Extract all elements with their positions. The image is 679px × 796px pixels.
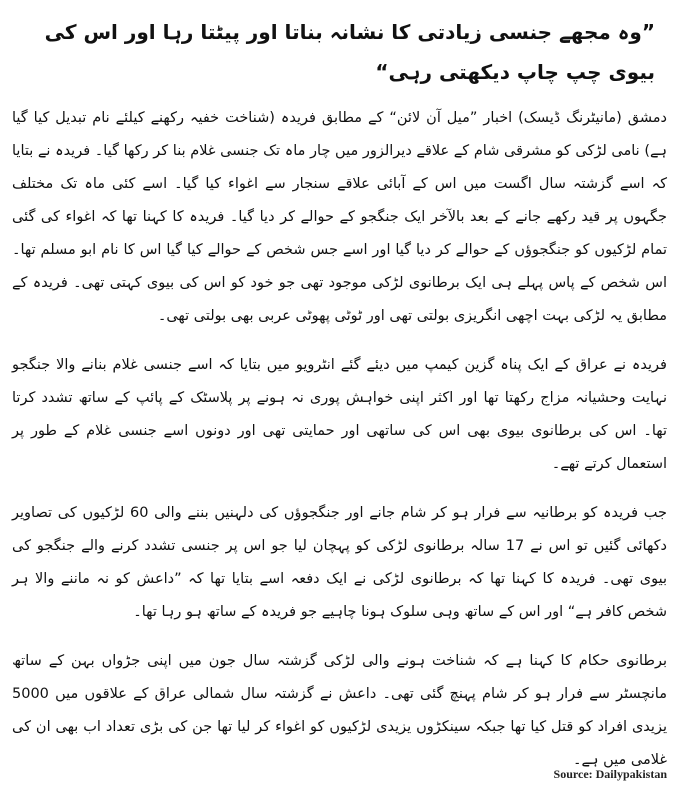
- article-paragraph: برطانوی حکام کا کہنا ہے کہ شناخت ہونے والی لڑکی گزشتہ سال جون میں اپنی جڑواں بہن کے ساتھ مانچسٹر سے فرار ہو کر شام پہنچ گئی تھی۔ داعش نے گزشتہ سال شمالی عراق کے علاقوں میں 5000 یزیدی افراد کو قتل کیا تھا جبکہ سینکڑوں یزیدی لڑکیوں کو اغواء کر لیا تھا جن کی بڑی تعداد اب بھی ان کی غلامی میں ہے۔: [12, 653, 667, 768]
- article-paragraph: فریدہ نے عراق کے ایک پناہ گزین کیمپ میں دیئے گئے انٹرویو میں بتایا کہ اسے جنسی غلام بنانے والا جنگجو نہایت وحشیانہ مزاج رکھتا تھا اور اکثر اپنی خواہش پوری نہ ہونے پر پلاسٹک کے پائپ کے ساتھ تشدد کرتا تھا۔ اس کی برطانوی بیوی بھی اس کی ساتھی اور حمایتی تھی اور دونوں اسے جنسی غلام کے طور پر استعمال کرتے تھے۔: [12, 357, 667, 472]
- article-paragraph: دمشق (مانیٹرنگ ڈیسک) اخبار ”میل آن لائن“ کے مطابق فریدہ (شناخت خفیہ رکھنے کیلئے نام تبدیل کیا گیا ہے) نامی لڑکی کو مشرقی شام کے علاقے دیرالزور میں چار ماہ تک جنسی غلام بنا کر رکھا گیا۔ فریدہ نے بتایا کہ اسے گزشتہ سال اگست میں اس کے آبائی علاقے سنجار سے اغواء کیا گیا۔ اسے کئی ماہ تک مختلف جگہوں پر قید رکھے جانے کے بعد بالآخر ایک جنگجو کے حوالے کر دیا گیا۔ فریدہ کا کہنا تھا کہ اغواء کی گئی تمام لڑکیوں کو جنگجوؤں کے حوالے کر دیا گیا اور اسے جس شخص کے حوالے کیا گیا اس کا نام ابو مسلم تھا۔ اس شخص کے پاس پہلے ہی ایک برطانوی لڑکی موجود تھی جو خود کو اس کی بیوی کہتی تھی۔ فریدہ کے مطابق یہ لڑکی بہت اچھی انگریزی بولتی تھی اور ٹوٹی پھوٹی عربی بھی بولتی تھی۔: [12, 110, 667, 324]
- article-headline: ”وہ مجھے جنسی زیادتی کا نشانہ بناتا اور پیٹتا رہا اور اس کی بیوی چپ چاپ دیکھتی رہی“: [44, 20, 655, 84]
- article-paragraph: جب فریدہ کو برطانیہ سے فرار ہو کر شام جانے اور جنگجوؤں کی دلہنیں بننے والی 60 لڑکیوں کی تصاویر دکھائی گئیں تو اس نے 17 سالہ برطانوی لڑکی کو پہچان لیا جو اس پر جنسی تشدد کرنے والے جنگجو کی بیوی تھی۔ فریدہ کا کہنا تھا کہ برطانوی لڑکی نے ایک دفعہ اسے بتایا تھا کہ ”داعش کو نہ ماننے والا ہر شخص کافر ہے“ اور اس کے ساتھ وہی سلوک ہونا چاہیے جو فریدہ کے ساتھ ہو رہا تھا۔: [12, 505, 668, 620]
- source-credit: Source: Dailypakistan: [553, 767, 667, 781]
